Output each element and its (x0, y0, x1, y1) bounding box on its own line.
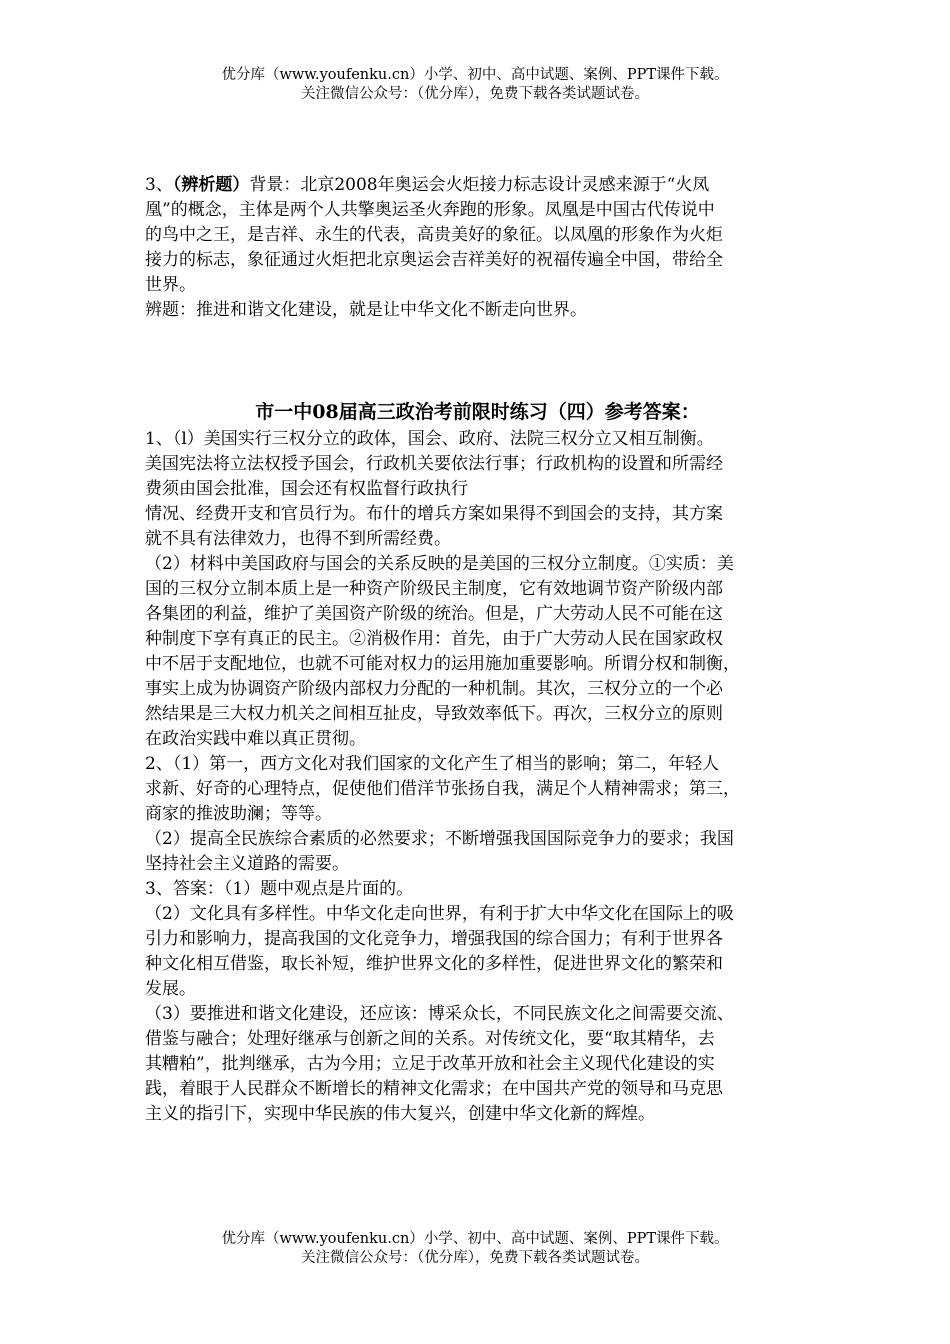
answer-text-line: 各集团的利益，维护了美国资产阶级的统治。但是，广大劳动人民不可能在这 (145, 604, 723, 624)
header-line-1: 优分库（www.youfenku.cn）小学、初中、高中试题、案例、PPT课件下载。 (221, 67, 729, 83)
answer-text-line: 求新、好奇的心理特点，促使他们借洋节张扬自我，满足个人精神需求；第三， (145, 779, 740, 799)
answer-text-line: 商家的推波助澜；等等。 (145, 804, 332, 824)
answer-text-line: 2、（1）第一，西方文化对我们国家的文化产生了相当的影响；第二，年轻人 (145, 754, 720, 774)
question-text-line: 凰”的概念，主体是两个人共擎奥运圣火奔跑的形象。凤凰是中国古代传说中 (145, 200, 715, 220)
question-prompt-line: 辨题：推进和谐文化建设，就是让中华文化不断走向世界。 (145, 300, 587, 320)
answer-text-line: （2）文化具有多样性。中华文化走向世界，有利于扩大中华文化在国际上的吸 (145, 904, 734, 924)
answer-text-line: 引力和影响力，提高我国的文化竞争力，增强我国的综合国力；有利于世界各 (145, 929, 723, 949)
answer-text-line: 在政治实践中难以真正贯彻。 (145, 729, 366, 749)
page-footer (0, 1230, 950, 1268)
footer-line-1: 优分库（www.youfenku.cn）小学、初中、高中试题、案例、PPT课件下载。 (221, 1231, 729, 1247)
answer-text-line: 其糟粕”，批判继承，古为今用；立足于改革开放和社会主义现代化建设的实 (145, 1054, 715, 1074)
question-text: 背景：北京2008年奥运会火炬接力标志设计灵感来源于“火凤 (249, 175, 710, 195)
answers-title: 市一中08届高三政治考前限时练习（四）参考答案： (255, 401, 700, 423)
answer-text-line: 中不居于支配地位，也就不可能对权力的运用施加重要影响。所谓分权和制衡， (145, 654, 740, 674)
question-text-line: 世界。 (145, 275, 196, 295)
answer-text-line: 种文化相互借鉴，取长补短，维护世界文化的多样性，促进世界文化的繁荣和 (145, 954, 723, 974)
answer-text-line: 发展。 (145, 979, 196, 999)
answer-text-line: 种制度下享有真正的民主。②消极作用：首先，由于广大劳动人民在国家政权 (145, 629, 723, 649)
answer-lines (145, 427, 810, 1127)
answer-text-line: 借鉴与融合；处理好继承与创新之间的关系。对传统文化，要“取其精华，去 (145, 1029, 715, 1049)
answer-text-line: 美国宪法将立法权授予国会，行政机关要依法行事；行政机构的设置和所需经 (145, 454, 723, 474)
answer-text-line: 就不具有法律效力，也得不到所需经费。 (145, 529, 451, 549)
answer-text-line: 1、（l）美国实行三权分立的政体，国会、政府、法院三权分立又相互制衡。 (145, 429, 714, 449)
question-type-label: （辨析题） (172, 175, 250, 195)
answer-text-line: 情况、经费开支和官员行为。布什的增兵方案如果得不到国会的支持，其方案 (145, 504, 723, 524)
question-3-block (145, 173, 810, 323)
header-line-2: 关注微信公众号：（优分库），免费下载各类试题试卷。 (301, 86, 649, 102)
answer-text-line: 国的三权分立制本质上是一种资产阶级民主制度，它有效地调节资产阶级内部 (145, 579, 723, 599)
answer-text-line: 费须由国会批准，国会还有权监督行政执行 (145, 479, 468, 499)
answers-section (145, 397, 810, 1127)
answer-text-line: 3、答案：（1）题中观点是片面的。 (145, 879, 414, 899)
footer-line-2: 关注微信公众号：（优分库），免费下载各类试题试卷。 (301, 1250, 649, 1266)
answer-text-line: 事实上成为协调资产阶级内部权力分配的一种机制。其次，三权分立的一个必 (145, 679, 723, 699)
page-header (0, 66, 950, 104)
answer-text-line: （3）要推进和谐文化建设，还应该：博采众长，不同民族文化之间需要交流、 (145, 1004, 734, 1024)
answer-text-line: 主义的指引下，实现中华民族的伟大复兴，创建中华文化新的辉煌。 (145, 1104, 655, 1124)
answer-text-line: 坚持社会主义道路的需要。 (145, 854, 349, 874)
answer-text-line: （2）材料中美国政府与国会的关系反映的是美国的三权分立制度。①实质：美 (145, 554, 734, 574)
question-text-line: 接力的标志，象征通过火炬把北京奥运会吉祥美好的祝福传遍全中国，带给全 (145, 250, 723, 270)
answer-text-line: （2）提高全民族综合素质的必然要求；不断增强我国国际竞争力的要求；我国 (145, 829, 734, 849)
answer-text-line: 然结果是三大权力机关之间相互扯皮，导致效率低下。再次，三权分立的原则 (145, 704, 723, 724)
question-number: 3、 (145, 175, 173, 195)
question-text-line: 的鸟中之王，是吉祥、永生的代表，高贵美好的象征。以凤凰的形象作为火炬 (145, 225, 723, 245)
question-3-first-line (145, 173, 810, 198)
answer-text-line: 践，着眼于人民群众不断增长的精神文化需求；在中国共产党的领导和马克思 (145, 1079, 723, 1099)
